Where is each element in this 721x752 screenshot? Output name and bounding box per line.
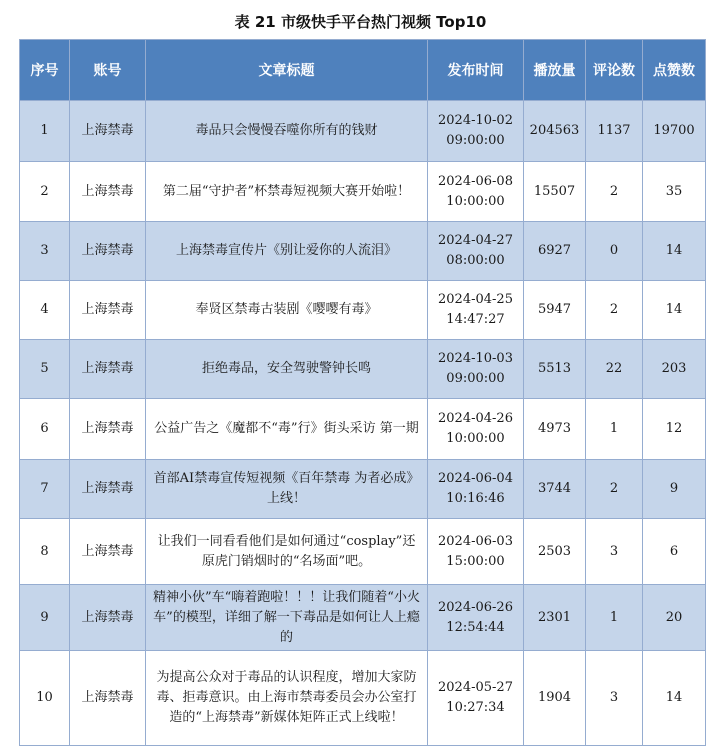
cell-no: 1: [20, 101, 70, 162]
cell-title: 精神小伙”车“嗨着跑啦！！！让我们随着“小火车”的模型，详细了解一下毒品是如何让人上瘾的: [146, 585, 428, 651]
publish-date: 2024-06-26: [438, 599, 513, 615]
cell-title: 毒品只会慢慢吞噬你所有的钱财: [146, 101, 428, 162]
cell-comments: 0: [586, 222, 643, 281]
cell-account: 上海禁毒: [70, 585, 146, 651]
header-row: [20, 40, 706, 101]
cell-plays: 2503: [524, 519, 586, 585]
table-row: [20, 340, 706, 399]
publish-clock-time: 15:00:00: [446, 553, 505, 569]
publish-date: 2024-04-25: [438, 292, 513, 307]
publish-date: 2024-05-27: [438, 680, 513, 695]
cell-likes: 14: [643, 222, 706, 281]
cell-account: 上海禁毒: [70, 460, 146, 519]
cell-plays: 5513: [524, 340, 586, 399]
publish-date: 2024-10-02: [438, 113, 513, 128]
cell-plays: 15507: [524, 162, 586, 222]
top10-videos-table: [19, 39, 706, 746]
publish-date: 2024-06-08: [438, 173, 513, 189]
cell-likes: 19700: [643, 101, 706, 162]
cell-plays: 1904: [524, 651, 586, 746]
publish-clock-time: 09:00:00: [446, 371, 505, 386]
cell-publish-time: [428, 651, 524, 746]
publish-date: 2024-06-03: [438, 533, 513, 549]
cell-no: 8: [20, 519, 70, 585]
table-row: [20, 651, 706, 746]
cell-publish-time: [428, 222, 524, 281]
publish-clock-time: 10:16:46: [446, 491, 505, 506]
cell-title: 奉贤区禁毒古装剧《嘤嘤有毒》: [146, 281, 428, 340]
publish-clock-time: 09:00:00: [446, 133, 505, 148]
header-comments: 评论数: [586, 40, 643, 101]
header-no: 序号: [20, 40, 70, 101]
publish-clock-time: 12:54:44: [446, 619, 505, 635]
cell-account: 上海禁毒: [70, 162, 146, 222]
header-plays: 播放量: [524, 40, 586, 101]
cell-no: 10: [20, 651, 70, 746]
cell-title: 为提高公众对于毒品的认识程度，增加大家防毒、拒毒意识。由上海市禁毒委员会办公室打造的“上海禁毒”新媒体矩阵正式上线啦！: [146, 651, 428, 746]
cell-plays: 4973: [524, 399, 586, 460]
table-row: [20, 460, 706, 519]
cell-no: 6: [20, 399, 70, 460]
table-row: [20, 281, 706, 340]
cell-account: 上海禁毒: [70, 281, 146, 340]
cell-no: 5: [20, 340, 70, 399]
cell-comments: 2: [586, 162, 643, 222]
publish-date: 2024-06-04: [438, 471, 513, 486]
cell-likes: 9: [643, 460, 706, 519]
cell-title: 拒绝毒品，安全驾驶警钟长鸣: [146, 340, 428, 399]
cell-no: 7: [20, 460, 70, 519]
table-row: [20, 101, 706, 162]
header-publish-time: 发布时间: [428, 40, 524, 101]
header-likes: 点赞数: [643, 40, 706, 101]
header-title: 文章标题: [146, 40, 428, 101]
cell-title: 首部AI禁毒宣传短视频《百年禁毒 为者必成》上线！: [146, 460, 428, 519]
cell-likes: 203: [643, 340, 706, 399]
cell-account: 上海禁毒: [70, 101, 146, 162]
cell-likes: 14: [643, 651, 706, 746]
publish-clock-time: 10:27:34: [446, 700, 505, 715]
cell-comments: 1: [586, 399, 643, 460]
cell-account: 上海禁毒: [70, 399, 146, 460]
cell-no: 3: [20, 222, 70, 281]
cell-likes: 12: [643, 399, 706, 460]
cell-comments: 1137: [586, 101, 643, 162]
cell-account: 上海禁毒: [70, 651, 146, 746]
cell-comments: 3: [586, 519, 643, 585]
cell-publish-time: [428, 281, 524, 340]
publish-date: 2024-10-03: [438, 351, 513, 366]
cell-plays: 2301: [524, 585, 586, 651]
cell-comments: 1: [586, 585, 643, 651]
table-row: [20, 519, 706, 585]
table-row: [20, 399, 706, 460]
cell-publish-time: [428, 399, 524, 460]
header-account: 账号: [70, 40, 146, 101]
table-row: [20, 585, 706, 651]
cell-publish-time: [428, 519, 524, 585]
cell-publish-time: [428, 340, 524, 399]
cell-publish-time: [428, 101, 524, 162]
cell-comments: 3: [586, 651, 643, 746]
cell-title: 让我们一同看看他们是如何通过“cosplay”还原虎门销烟时的“名场面”吧。: [146, 519, 428, 585]
cell-likes: 35: [643, 162, 706, 222]
cell-publish-time: [428, 460, 524, 519]
publish-clock-time: 14:47:27: [446, 312, 505, 327]
cell-plays: 6927: [524, 222, 586, 281]
cell-account: 上海禁毒: [70, 340, 146, 399]
cell-account: 上海禁毒: [70, 222, 146, 281]
cell-title: 第二届“守护者”杯禁毒短视频大赛开始啦！: [146, 162, 428, 222]
publish-clock-time: 08:00:00: [446, 253, 505, 268]
cell-title: 公益广告之《魔都不“毒”行》街头采访 第一期: [146, 399, 428, 460]
table-row: [20, 222, 706, 281]
cell-publish-time: [428, 585, 524, 651]
cell-plays: 204563: [524, 101, 586, 162]
cell-plays: 5947: [524, 281, 586, 340]
cell-no: 9: [20, 585, 70, 651]
publish-clock-time: 10:00:00: [446, 193, 505, 209]
publish-date: 2024-04-26: [438, 411, 513, 426]
cell-no: 4: [20, 281, 70, 340]
cell-no: 2: [20, 162, 70, 222]
publish-date: 2024-04-27: [438, 233, 513, 248]
cell-publish-time: [428, 162, 524, 222]
cell-comments: 2: [586, 460, 643, 519]
cell-plays: 3744: [524, 460, 586, 519]
cell-comments: 22: [586, 340, 643, 399]
table-row: [20, 162, 706, 222]
cell-account: 上海禁毒: [70, 519, 146, 585]
publish-clock-time: 10:00:00: [446, 431, 505, 446]
table-caption: 表 21 市级快手平台热门视频 Top10: [234, 13, 487, 31]
cell-title: 上海禁毒宣传片《别让爱你的人流泪》: [146, 222, 428, 281]
cell-likes: 20: [643, 585, 706, 651]
cell-likes: 6: [643, 519, 706, 585]
cell-likes: 14: [643, 281, 706, 340]
cell-comments: 2: [586, 281, 643, 340]
